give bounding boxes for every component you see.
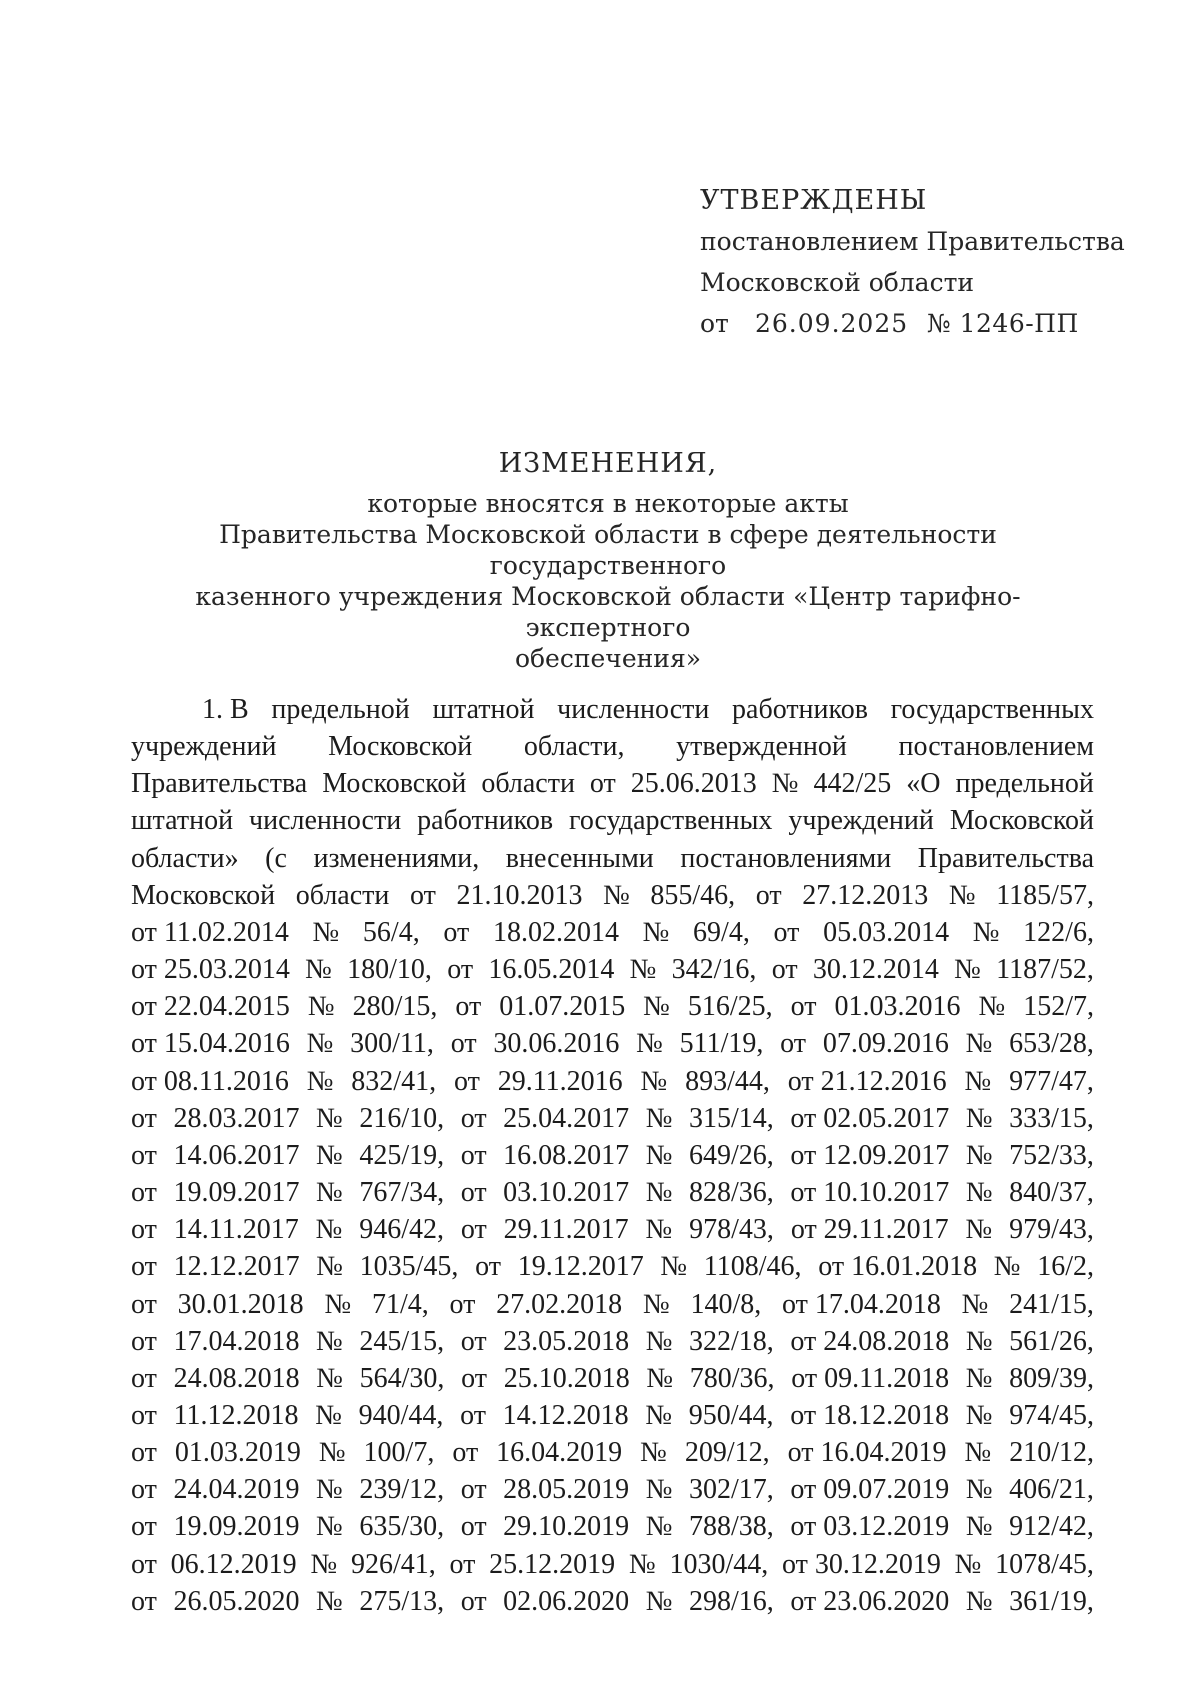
body-word: 1108/46,	[703, 1251, 802, 1283]
body-word: 19.09.2017	[173, 1177, 300, 1209]
body-word: 361/19,	[1009, 1585, 1094, 1617]
body-word: 16.05.2014	[488, 954, 615, 986]
body-word: №	[645, 1214, 673, 1246]
body-word: 12.12.2017	[173, 1251, 300, 1283]
body-word: государственных	[569, 805, 773, 837]
body-word: работников	[732, 694, 868, 725]
body-word: 516/25,	[687, 991, 773, 1023]
body-word: №	[640, 1437, 667, 1469]
body-word: 978/43,	[689, 1214, 774, 1246]
body-word: №	[965, 1028, 993, 1060]
body-word: 979/43,	[1009, 1214, 1094, 1246]
body-word: изменениями,	[313, 842, 480, 874]
body-word: №	[642, 1288, 670, 1320]
body-word: от	[460, 1139, 487, 1171]
body-word: №	[316, 1325, 343, 1357]
body-word: №	[965, 1139, 993, 1171]
body-word: от	[449, 1548, 476, 1580]
body-word: №	[316, 1139, 343, 1171]
body-word: от 23.06.2020	[790, 1585, 950, 1617]
body-word: №	[964, 1065, 992, 1097]
body-word: 840/37,	[1009, 1177, 1094, 1209]
body-word: №	[660, 1251, 688, 1283]
body-word: 216/10,	[359, 1102, 445, 1134]
approval-heading: УТВЕРЖДЕНЫ	[700, 185, 928, 216]
body-word: области	[481, 768, 575, 800]
body-word: 140/8,	[690, 1288, 762, 1320]
body-word: от 24.08.2018	[790, 1325, 950, 1357]
body-word: 635/30,	[359, 1511, 445, 1543]
body-word: 442/25	[813, 768, 892, 800]
body-line	[131, 1063, 1094, 1100]
body-line	[131, 1323, 1094, 1360]
body-line	[131, 1508, 1094, 1545]
body-line	[131, 1434, 1094, 1471]
body-line	[131, 1360, 1094, 1397]
body-word: 946/42,	[359, 1214, 445, 1246]
body-word: 209/12,	[684, 1437, 770, 1469]
body-word: 315/14,	[689, 1102, 774, 1134]
body-word: от 08.11.2016	[131, 1065, 289, 1097]
body-word: от	[460, 1474, 487, 1506]
body-word: от	[780, 1028, 807, 1060]
body-word: 28.05.2019	[503, 1474, 630, 1506]
body-word: №	[645, 1177, 673, 1209]
body-word: от	[460, 1325, 487, 1357]
body-word: 27.02.2018	[496, 1288, 623, 1320]
body-word: №	[645, 1399, 673, 1431]
body-word: 16.04.2019	[496, 1437, 623, 1469]
body-word: 19.09.2019	[173, 1511, 300, 1543]
document-title	[120, 448, 1096, 674]
body-word: 241/15,	[1009, 1288, 1094, 1320]
body-word: 649/26,	[689, 1139, 774, 1171]
body-word: от	[131, 1214, 157, 1246]
title-line: обеспечения»	[514, 644, 702, 673]
body-word: 69/4,	[693, 916, 750, 948]
body-line	[131, 988, 1094, 1025]
body-word: 425/19,	[359, 1139, 445, 1171]
body-word: предельной	[955, 768, 1094, 800]
body-word: от 11.02.2014	[131, 916, 289, 948]
body-word: Правительства	[131, 768, 308, 800]
body-line	[131, 728, 1094, 765]
approval-from-label: от	[700, 309, 729, 338]
body-word: №	[645, 1102, 673, 1134]
body-word: 950/44,	[688, 1399, 774, 1431]
body-line	[131, 1025, 1094, 1062]
body-word: 1. В	[202, 694, 249, 725]
body-word: от	[755, 879, 782, 911]
body-line	[131, 1471, 1094, 1508]
body-word: от 16.04.2019	[787, 1437, 947, 1469]
body-word: 406/21,	[1009, 1474, 1094, 1506]
body-word: от 15.04.2016	[131, 1028, 290, 1060]
body-line	[131, 914, 1094, 951]
body-word: 239/12,	[359, 1474, 445, 1506]
body-word: от	[773, 916, 800, 948]
body-word: от	[461, 1362, 487, 1394]
body-line	[131, 951, 1094, 988]
body-word: штатной	[432, 694, 535, 725]
body-line	[131, 691, 1094, 728]
body-word: №	[636, 1028, 663, 1060]
body-word: 1078/45,	[995, 1548, 1094, 1580]
body-word: 302/17,	[689, 1474, 774, 1506]
title-line: казенного учреждения Московской области «Центр тарифно-экспертного	[195, 582, 1021, 642]
body-word: утвержденной	[676, 731, 847, 763]
body-word: №	[993, 1251, 1021, 1283]
body-word: №	[306, 1065, 334, 1097]
body-word: 19.12.2017	[517, 1251, 644, 1283]
body-word: 14.06.2017	[173, 1139, 300, 1171]
body-word: 26.05.2020	[173, 1585, 300, 1617]
body-line	[131, 1100, 1094, 1137]
body-word: 342/16,	[671, 954, 757, 986]
body-word: №	[978, 991, 1006, 1023]
title-line: Правительства Московской области в сфере деятельности государственного	[219, 520, 997, 580]
body-word: №	[312, 916, 340, 948]
body-word: от	[447, 954, 474, 986]
body-word: №	[948, 879, 976, 911]
body-word: 01.03.2016	[834, 991, 961, 1023]
body-word: 322/18,	[689, 1325, 774, 1357]
body-word: от	[460, 1102, 487, 1134]
body-word: 180/10,	[347, 954, 432, 986]
body-word: 1187/52,	[996, 954, 1094, 986]
body-word: от	[460, 1511, 487, 1543]
body-word: 832/41,	[351, 1065, 437, 1097]
body-word: 152/7,	[1023, 991, 1094, 1023]
body-word: №	[316, 1474, 343, 1506]
body-line	[131, 1248, 1094, 1285]
body-word: от	[449, 1288, 476, 1320]
body-word: от 25.03.2014	[131, 954, 290, 986]
body-word: учреждений	[131, 731, 277, 763]
body-word: от 29.11.2017	[790, 1214, 949, 1246]
body-word: от	[460, 1214, 487, 1246]
body-word: 912/42,	[1009, 1511, 1094, 1543]
body-word: от	[131, 1102, 157, 1134]
body-word: №	[954, 1548, 982, 1580]
body-word: №	[965, 1177, 993, 1209]
body-word: от	[131, 1177, 157, 1209]
body-line	[131, 765, 1094, 802]
body-line	[131, 1546, 1094, 1583]
body-word: 11.12.2018	[173, 1399, 299, 1431]
title-line: которые вносятся в некоторые акты	[367, 489, 849, 518]
body-word: №	[629, 954, 657, 986]
body-word: 564/30,	[359, 1362, 445, 1394]
body-word: 828/36,	[689, 1177, 774, 1209]
body-word: предельной	[271, 694, 410, 725]
body-word: от 09.07.2019	[790, 1474, 950, 1506]
body-word: от	[131, 1139, 157, 1171]
body-word: №	[965, 1362, 993, 1394]
body-word: 25.10.2018	[503, 1362, 630, 1394]
body-word: от 18.12.2018	[790, 1399, 950, 1431]
body-word: от 09.11.2018	[791, 1362, 950, 1394]
body-word: внесенными	[505, 842, 654, 874]
approval-date: 26.09.2025	[755, 309, 909, 338]
body-word: №	[603, 879, 630, 911]
body-word: №	[972, 916, 1000, 948]
body-word: №	[645, 1474, 673, 1506]
body-word: №	[324, 1288, 352, 1320]
body-word: 30.12.2014	[812, 954, 939, 986]
body-word: от 21.12.2016	[787, 1065, 947, 1097]
body-word: Правительства	[917, 842, 1094, 874]
approval-stamp	[700, 180, 1125, 344]
body-word: №	[965, 1474, 993, 1506]
body-word: от 02.05.2017	[790, 1102, 950, 1134]
body-word: от 10.10.2017	[790, 1177, 950, 1209]
body-word: от 30.12.2019	[782, 1548, 941, 1580]
body-line	[131, 1137, 1094, 1174]
body-word: 767/34,	[359, 1177, 445, 1209]
body-word: от	[589, 768, 616, 800]
body-word: 16.08.2017	[503, 1139, 630, 1171]
body-word: №	[306, 1028, 334, 1060]
body-word: численности	[249, 805, 402, 837]
body-word: 809/39,	[1009, 1362, 1094, 1394]
body-word: 28.03.2017	[173, 1102, 300, 1134]
body-word: №	[965, 1511, 993, 1543]
body-word: 855/46,	[650, 879, 736, 911]
body-word: №	[954, 954, 981, 986]
body-word: 561/26,	[1009, 1325, 1094, 1357]
body-word: численности	[557, 694, 710, 725]
body-word: Московской	[328, 731, 473, 763]
body-word: 07.09.2016	[822, 1028, 949, 1060]
body-word: Московской	[131, 879, 276, 911]
body-line	[131, 1211, 1094, 1248]
body-word: от	[455, 991, 482, 1023]
body-word: от	[131, 1474, 157, 1506]
body-word: 16/2,	[1037, 1251, 1094, 1283]
body-word: 210/12,	[1009, 1437, 1094, 1469]
body-word: 05.03.2014	[823, 916, 950, 948]
body-word: 926/41,	[350, 1548, 436, 1580]
body-word: от 22.04.2015	[131, 991, 290, 1023]
body-word: 780/36,	[689, 1362, 775, 1394]
body-word: №	[305, 954, 332, 986]
body-word: №	[642, 916, 670, 948]
body-word: №	[643, 991, 670, 1023]
body-word: 752/33,	[1009, 1139, 1094, 1171]
title-main: ИЗМЕНЕНИЯ,	[498, 448, 718, 479]
body-word: от	[131, 1362, 157, 1394]
body-word: №	[965, 1585, 993, 1617]
body-word: от	[453, 1065, 480, 1097]
body-word: 275/13,	[359, 1585, 445, 1617]
body-word: от 16.01.2018	[818, 1251, 978, 1283]
body-paragraph	[131, 691, 1094, 1620]
body-word: №	[964, 1437, 992, 1469]
body-line	[131, 1174, 1094, 1211]
body-word: 893/44,	[685, 1065, 770, 1097]
body-word: №	[318, 1437, 346, 1469]
body-word: от	[131, 1548, 157, 1580]
body-word: работников	[417, 805, 554, 837]
body-line	[131, 1397, 1094, 1434]
body-word: от	[460, 1399, 486, 1431]
approval-line-2: Московской области	[700, 268, 975, 297]
body-word: от	[452, 1437, 479, 1469]
body-word: 940/44,	[358, 1399, 444, 1431]
body-word: 653/28,	[1009, 1028, 1094, 1060]
body-word: №	[645, 1325, 673, 1357]
body-word: от	[131, 1585, 157, 1617]
body-word: 29.11.2017	[503, 1214, 629, 1246]
body-word: №	[628, 1548, 656, 1580]
body-word: от	[131, 1288, 157, 1320]
body-word: №	[316, 1177, 343, 1209]
body-word: от	[790, 991, 817, 1023]
body-word: 25.04.2017	[503, 1102, 630, 1134]
body-word: 23.05.2018	[503, 1325, 630, 1357]
body-word: 14.11.2017	[173, 1214, 299, 1246]
body-word: области»	[131, 842, 239, 874]
approval-line-1: постановлением Правительства	[700, 227, 1125, 256]
body-word: 24.04.2019	[173, 1474, 300, 1506]
body-word: 17.04.2018	[173, 1325, 300, 1357]
body-word: №	[965, 1325, 993, 1357]
body-word: от	[475, 1251, 501, 1283]
body-word: 280/15,	[352, 991, 438, 1023]
body-word: 56/4,	[362, 916, 420, 948]
body-word: от	[771, 954, 798, 986]
body-line	[131, 877, 1094, 914]
body-word: 100/7,	[363, 1437, 435, 1469]
body-word: №	[640, 1065, 668, 1097]
body-word: 511/19,	[679, 1028, 764, 1060]
body-word: 1030/44,	[669, 1548, 769, 1580]
body-word: №	[965, 1399, 993, 1431]
body-word: от	[460, 1177, 487, 1209]
body-word: 1185/57,	[996, 879, 1094, 911]
body-word: 01.03.2019	[174, 1437, 301, 1469]
body-word: постановлениями	[680, 842, 892, 874]
body-word: 30.06.2016	[493, 1028, 620, 1060]
body-word: от	[131, 1399, 157, 1431]
body-word: от	[131, 1251, 157, 1283]
body-word: от	[131, 1437, 157, 1469]
body-word: от	[131, 1325, 157, 1357]
body-word: Московской	[322, 768, 467, 800]
body-word: от 03.12.2019	[790, 1511, 950, 1543]
body-word: 25.06.2013	[630, 768, 757, 800]
body-word: штатной	[131, 805, 234, 837]
body-word: №	[307, 991, 335, 1023]
body-word: №	[310, 1548, 338, 1580]
body-word: (с	[265, 842, 287, 874]
body-word: 27.12.2013	[802, 879, 929, 911]
body-word: 14.12.2018	[502, 1399, 629, 1431]
body-word: 788/38,	[689, 1511, 774, 1543]
body-word: 02.06.2020	[503, 1585, 630, 1617]
body-word: от	[443, 916, 470, 948]
body-word: от 17.04.2018	[782, 1288, 941, 1320]
body-word: 122/6,	[1023, 916, 1094, 948]
body-word: 06.12.2019	[170, 1548, 297, 1580]
body-word: 01.07.2015	[499, 991, 626, 1023]
body-word: 977/47,	[1009, 1065, 1094, 1097]
body-word: 18.02.2014	[492, 916, 619, 948]
body-word: государственных	[890, 694, 1094, 725]
body-word: от	[450, 1028, 477, 1060]
body-word: №	[316, 1102, 343, 1134]
body-word: 1035/45,	[359, 1251, 459, 1283]
body-word: 24.08.2018	[173, 1362, 300, 1394]
body-word: №	[771, 768, 799, 800]
approval-number: № 1246-ПП	[927, 309, 1079, 338]
body-word: 29.11.2016	[497, 1065, 623, 1097]
body-word: 71/4,	[371, 1288, 429, 1320]
body-word: 29.10.2019	[503, 1511, 630, 1543]
body-word: области	[295, 879, 390, 911]
body-word: №	[965, 1102, 993, 1134]
body-word: №	[965, 1214, 993, 1246]
body-line	[131, 802, 1094, 839]
body-word: 300/11,	[350, 1028, 434, 1060]
body-word: №	[961, 1288, 989, 1320]
body-word: постановлением	[898, 731, 1094, 763]
body-word: «О	[906, 768, 941, 800]
body-word: №	[316, 1511, 343, 1543]
body-word: №	[316, 1362, 343, 1394]
body-line	[131, 1286, 1094, 1323]
body-word: №	[316, 1585, 343, 1617]
body-word: №	[315, 1214, 343, 1246]
approval-date-row	[700, 303, 1125, 344]
body-word: 21.10.2013	[456, 879, 583, 911]
body-word: 298/16,	[689, 1585, 774, 1617]
body-word: учреждений	[788, 805, 934, 837]
body-line	[131, 840, 1094, 877]
body-line	[131, 1583, 1094, 1620]
body-word: от	[460, 1585, 487, 1617]
body-word: №	[645, 1585, 673, 1617]
body-word: 974/45,	[1009, 1399, 1094, 1431]
body-word: 333/15,	[1009, 1102, 1094, 1134]
body-word: №	[646, 1362, 674, 1394]
body-word: №	[645, 1139, 673, 1171]
body-word: от	[409, 879, 436, 911]
body-word: области,	[523, 731, 625, 763]
body-word: №	[645, 1511, 673, 1543]
body-word: от	[131, 1511, 157, 1543]
body-word: 30.01.2018	[177, 1288, 304, 1320]
body-word: 25.12.2019	[489, 1548, 616, 1580]
body-word: №	[315, 1399, 342, 1431]
body-word: №	[316, 1251, 343, 1283]
body-word: от 12.09.2017	[790, 1139, 950, 1171]
body-word: Московской	[949, 805, 1094, 837]
body-word: 03.10.2017	[503, 1177, 630, 1209]
body-word: 245/15,	[359, 1325, 445, 1357]
